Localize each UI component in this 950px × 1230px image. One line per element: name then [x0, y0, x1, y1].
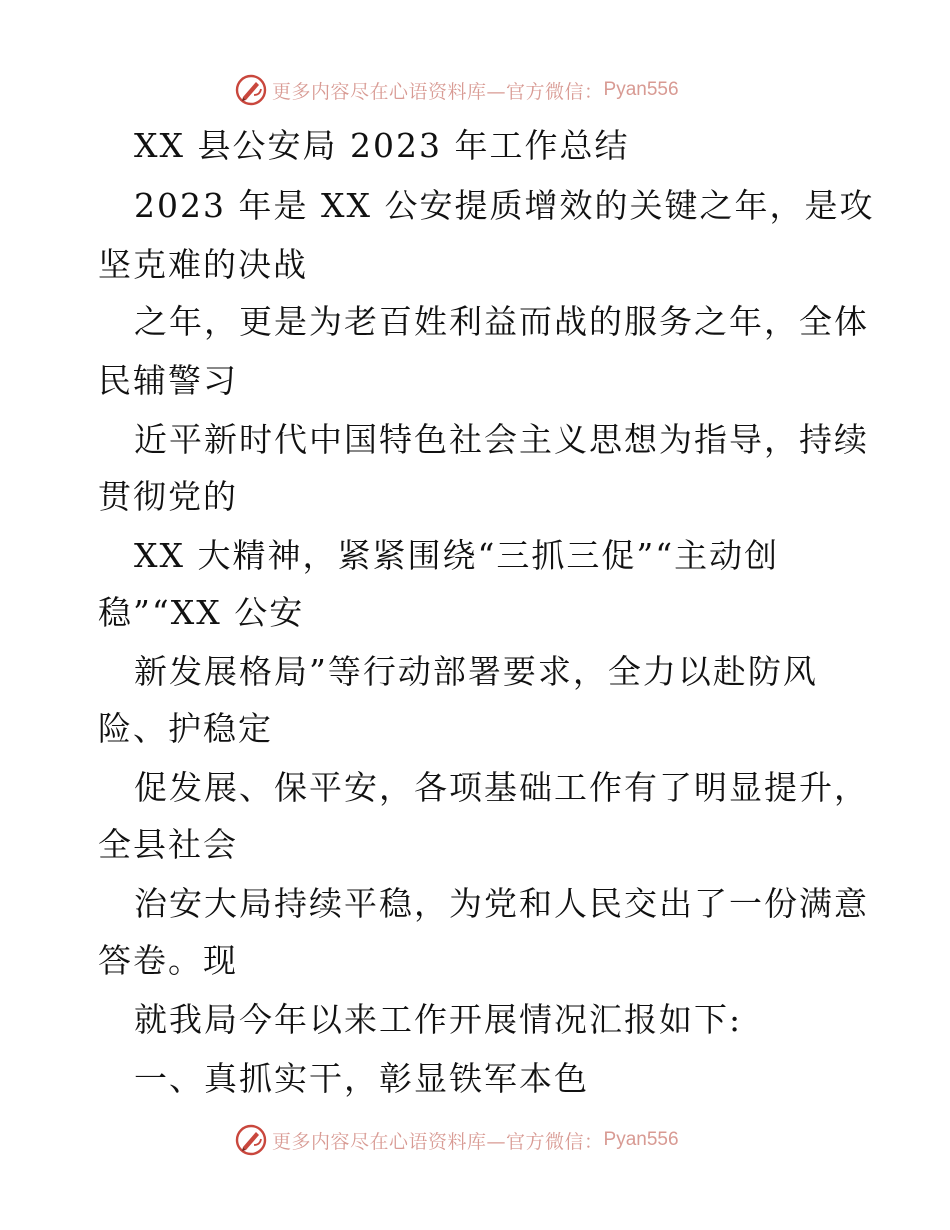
watermark-text: 更多内容尽在心语资料库—官方微信： [272, 1130, 604, 1153]
paragraph-line: 治安大局持续平稳，为党和人民交出了一份满意 [134, 884, 869, 923]
pen-logo-icon [234, 1123, 268, 1157]
paragraph-line: 促发展、保平安，各项基础工作有了明显提升， [134, 768, 869, 807]
paragraph-line: 近平新时代中国特色社会主义思想为指导，持续 [134, 420, 869, 459]
paragraph-line: 贯彻党的 [98, 477, 238, 516]
document-title: XX 县公安局 2023 年工作总结 [134, 126, 630, 165]
paragraph-line: 全县社会 [98, 825, 238, 864]
paragraph-line: 新发展格局”等行动部署要求，全力以赴防风 [134, 652, 818, 691]
paragraph-line: 就我局今年以来工作开展情况汇报如下: [134, 1000, 743, 1039]
paragraph-line: XX 大精神，紧紧围绕“三抓三促”“主动创 [134, 536, 780, 575]
paragraph-line: 险、护稳定 [98, 709, 273, 748]
section-heading: 一、真抓实干，彰显铁军本色 [134, 1059, 589, 1098]
paragraph-line: 稳”“XX 公安 [98, 593, 305, 632]
watermark-handle: Pyan556 [603, 79, 679, 100]
footer-watermark [234, 1122, 679, 1158]
paragraph-line: 2023 年是 XX 公安提质增效的关键之年，是攻 [134, 186, 875, 225]
paragraph-line: 之年，更是为老百姓利益而战的服务之年，全体 [134, 302, 869, 341]
header-watermark [234, 72, 679, 108]
paragraph-line: 民辅警习 [98, 361, 238, 400]
watermark-handle: Pyan556 [603, 1129, 679, 1150]
watermark-text: 更多内容尽在心语资料库—官方微信： [272, 80, 604, 103]
paragraph-line: 坚克难的决战 [98, 245, 308, 284]
paragraph-line: 答卷。现 [98, 941, 238, 980]
pen-logo-icon [234, 73, 268, 107]
